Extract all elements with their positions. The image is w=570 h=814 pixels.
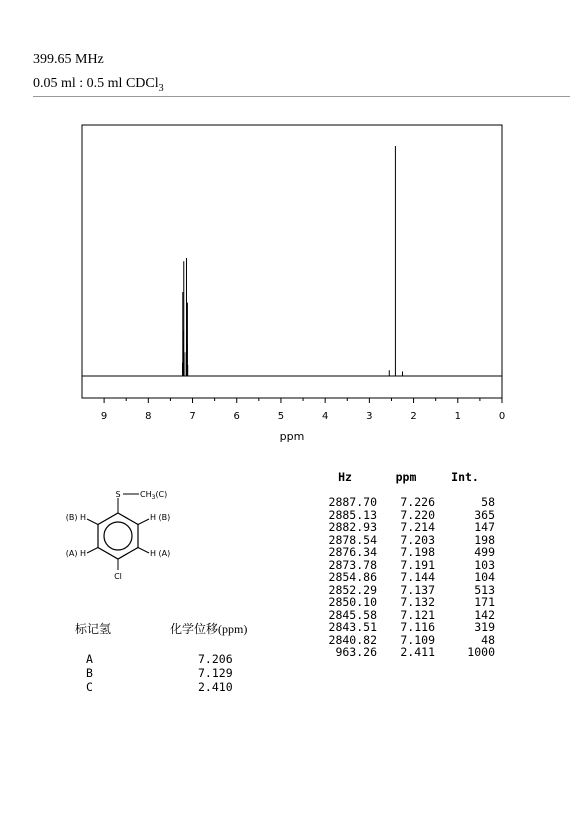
- peak-hz-cell: 2873.78: [328, 557, 377, 572]
- peak-table-header: [313, 470, 495, 496]
- peak-table-row: [313, 571, 495, 584]
- peak-hz-cell: 2876.34: [328, 545, 377, 559]
- column-header-ppm: ppm: [395, 470, 417, 484]
- peak-ppm-cell: 7.191: [400, 557, 435, 572]
- peak-table: [313, 470, 495, 659]
- peak-ppm-cell: 7.109: [400, 632, 435, 647]
- peak-int-cell: 142: [474, 607, 495, 622]
- peak-table-row: [313, 621, 495, 634]
- chlorine-atom: Cl: [114, 572, 122, 581]
- assignment-shift-header: 化学位移(ppm): [170, 622, 248, 636]
- molecule-structure: [40, 488, 200, 613]
- peak-ppm-cell: 2.411: [400, 645, 435, 659]
- x-tick-label: 2: [410, 411, 417, 422]
- peak-table-row: [313, 646, 495, 659]
- peak-hz-cell: 2843.51: [328, 620, 377, 634]
- peak-int-cell: 198: [474, 532, 495, 547]
- peak-ppm-cell: 7.137: [400, 582, 435, 597]
- bond-hb-left: [87, 519, 98, 525]
- peak-int-cell: 103: [474, 557, 495, 572]
- peak-int-cell: 104: [474, 570, 495, 584]
- peak-ppm-cell: 7.214: [400, 520, 435, 534]
- sulfur-atom: S: [115, 490, 121, 499]
- peak-int-cell: 171: [474, 595, 495, 609]
- peak-int-cell: 147: [474, 520, 495, 534]
- peak-table-row: [313, 521, 495, 534]
- solvent-subscript: 3: [158, 82, 164, 94]
- x-axis-ticks: [101, 398, 505, 422]
- peak-hz-cell: 2885.13: [328, 507, 377, 522]
- assignment-shift: 7.129: [198, 666, 233, 680]
- peak-hz-cell: 2852.29: [328, 582, 377, 597]
- x-tick-label: 9: [100, 411, 108, 422]
- peak-hz-cell: 2850.10: [328, 595, 377, 609]
- hb-right-label: H (B): [150, 513, 171, 522]
- x-tick-label: 0: [498, 411, 506, 422]
- methyl-group: $CH_3(C)$: [140, 490, 168, 501]
- peak-ppm-cell: 7.132: [400, 595, 435, 609]
- peak-hz-cell: 2878.54: [328, 532, 377, 547]
- peak-hz-cell: 2887.70: [328, 495, 377, 509]
- assignment-shift: 2.410: [198, 680, 233, 694]
- bond-ha-left: [87, 548, 98, 554]
- x-tick-label: 3: [366, 411, 373, 422]
- x-axis-label: ppm: [279, 430, 305, 443]
- hb-left-label: (B) H: [65, 513, 86, 522]
- x-tick-label: 8: [145, 411, 152, 422]
- assignment-label: A: [86, 652, 93, 666]
- peak-ppm-cell: 7.121: [400, 607, 435, 622]
- peak-hz-cell: 963.26: [335, 645, 377, 659]
- peak-table-row: [313, 546, 495, 559]
- peak-ppm-cell: 7.226: [400, 495, 435, 509]
- bond-hb-right: [138, 519, 149, 525]
- ha-right-label: H (A): [150, 549, 171, 558]
- peak-ppm-cell: 7.116: [400, 620, 435, 634]
- plot-frame: [82, 125, 502, 398]
- peak-int-cell: 513: [474, 582, 495, 597]
- peak-ppm-cell: 7.220: [400, 507, 435, 522]
- peak-int-cell: 319: [474, 620, 495, 634]
- assignment-label-header: 标记氢: [75, 622, 112, 636]
- x-tick-label: 5: [277, 411, 285, 422]
- ha-left-label: (A) H: [65, 549, 86, 558]
- assignment-label: B: [86, 666, 93, 680]
- peak-int-cell: 499: [474, 545, 495, 559]
- peak-table-row: [313, 596, 495, 609]
- x-tick-label: 6: [233, 411, 240, 422]
- peak-ppm-cell: 7.198: [400, 545, 435, 559]
- peak-int-cell: 58: [481, 495, 495, 509]
- column-header-hz: Hz: [338, 470, 352, 484]
- solvent-text: 0.05 ml : 0.5 ml CDCl: [33, 76, 159, 91]
- peaks-layer: [183, 146, 403, 376]
- peak-int-cell: 48: [481, 632, 495, 647]
- peak-hz-cell: 2854.86: [328, 570, 377, 584]
- peak-ppm-cell: 7.144: [400, 570, 435, 584]
- peak-ppm-cell: 7.203: [400, 532, 435, 547]
- peak-hz-cell: 2840.82: [328, 632, 377, 647]
- peak-table-row: [313, 496, 495, 509]
- peak-hz-cell: 2882.93: [328, 520, 377, 534]
- assignment-label: C: [86, 680, 93, 694]
- x-tick-label: 7: [189, 411, 196, 422]
- aromatic-circle: [104, 522, 132, 550]
- spectrometer-frequency: 399.65 MHz: [33, 52, 104, 67]
- x-tick-label: 1: [454, 411, 461, 422]
- assignment-shift: 7.206: [198, 652, 233, 666]
- peak-hz-cell: 2845.58: [328, 607, 377, 622]
- column-header-int: Int.: [451, 470, 479, 484]
- x-tick-label: 4: [321, 411, 329, 422]
- bond-ha-right: [138, 548, 149, 554]
- peak-int-cell: 365: [474, 507, 495, 522]
- peak-int-cell: 1000: [467, 645, 495, 659]
